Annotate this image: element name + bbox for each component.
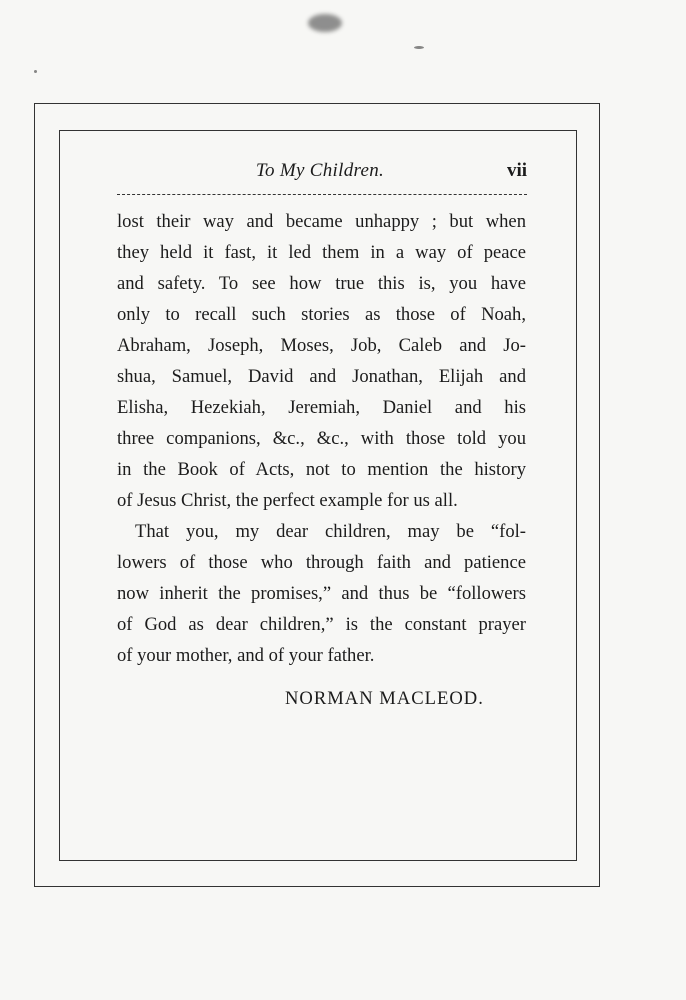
header-rule — [117, 194, 527, 195]
scan-blemish — [34, 70, 37, 73]
text-line: three companions, &c., &c., with those told you — [117, 428, 526, 449]
text-line: of your mother, and of your father. — [117, 645, 375, 666]
paragraph-1 — [117, 206, 526, 516]
text-line: lost their way and became unhappy ; but when — [117, 211, 526, 232]
text-line: shua, Samuel, David and Jonathan, Elijah and — [117, 366, 526, 387]
text-line: lowers of those who through faith and patience — [117, 552, 526, 573]
page-number: vii — [506, 160, 527, 181]
signature: NORMAN MACLEOD. — [285, 688, 484, 709]
scan-blemish — [308, 14, 342, 32]
body-text — [117, 206, 526, 671]
text-line: Elisha, Hezekiah, Jeremiah, Daniel and his — [117, 397, 526, 418]
paragraph-2 — [117, 516, 526, 671]
running-title: To My Children. — [255, 160, 385, 181]
text-line: That you, my dear children, may be “fol- — [135, 521, 526, 542]
text-line: and safety. To see how true this is, you have — [117, 273, 526, 294]
text-line: now inherit the promises,” and thus be “followers — [117, 583, 526, 604]
text-line: they held it fast, it led them in a way of peace — [117, 242, 526, 263]
text-line: Abraham, Joseph, Moses, Job, Caleb and Jo- — [117, 335, 526, 356]
text-line: of God as dear children,” is the constant prayer — [117, 614, 526, 635]
running-head — [113, 160, 527, 186]
scan-blemish — [414, 46, 424, 49]
text-line: in the Book of Acts, not to mention the history — [117, 459, 526, 480]
text-line: of Jesus Christ, the perfect example for us all. — [117, 490, 458, 511]
text-line: only to recall such stories as those of Noah, — [117, 304, 526, 325]
